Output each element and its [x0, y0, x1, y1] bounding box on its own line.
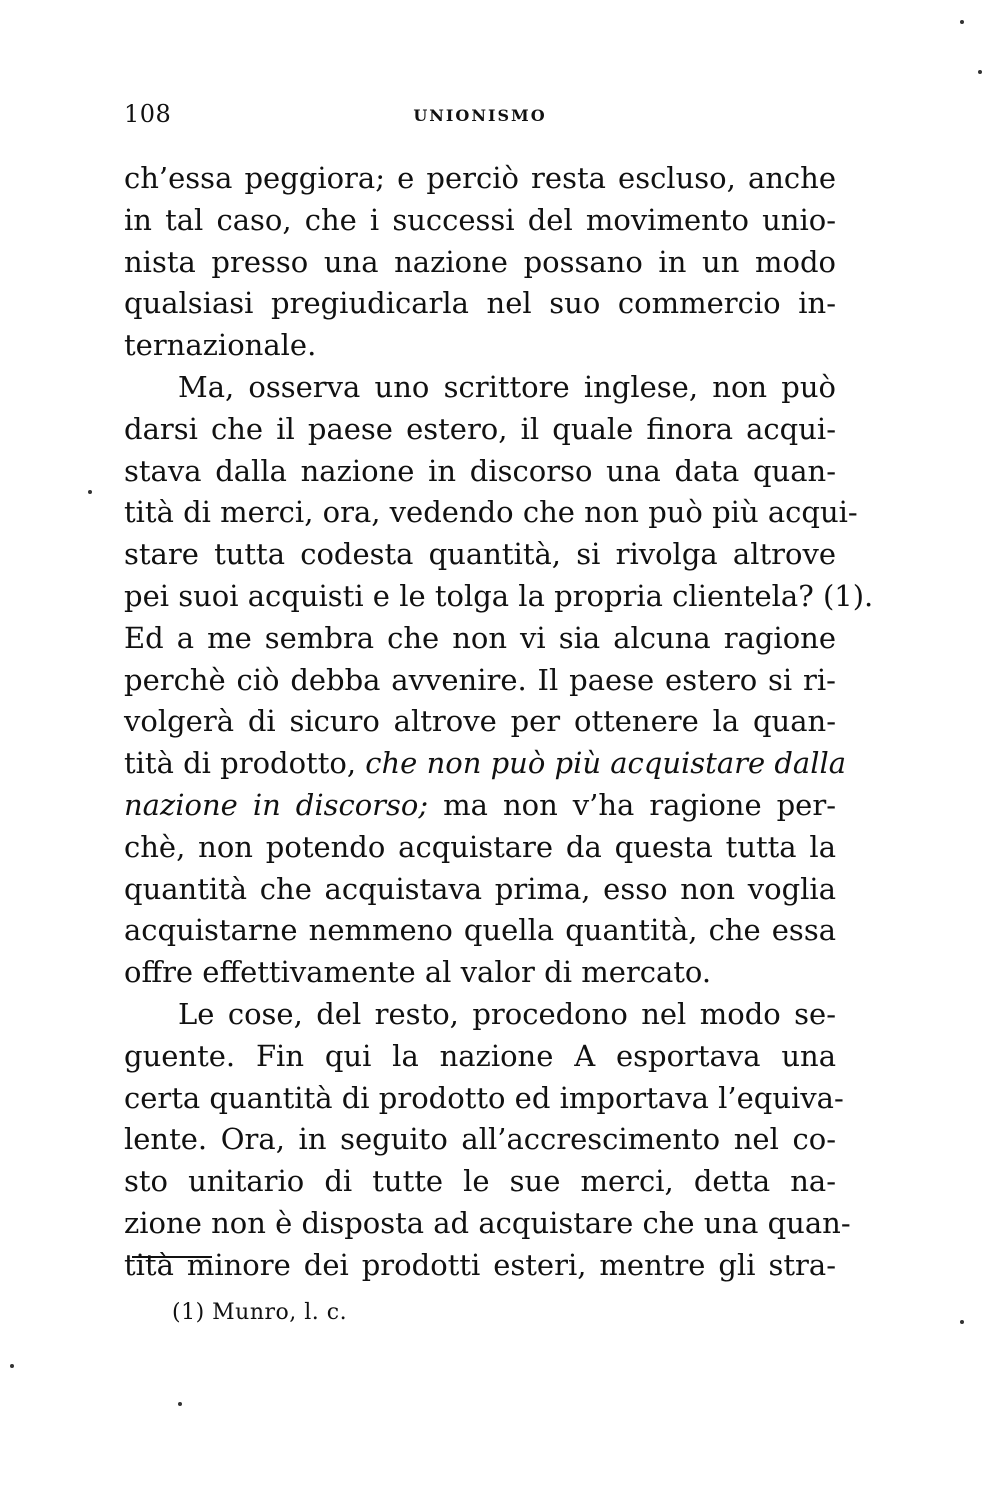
scan-speck — [88, 490, 92, 494]
scan-speck — [960, 1320, 964, 1324]
text-segment: ma non v’ha ragione per- — [443, 787, 837, 822]
text-line: tità minore dei prodotti esteri, mentre gli stra- — [124, 1247, 836, 1282]
scan-speck — [10, 1364, 14, 1368]
text-line-mixed — [124, 785, 836, 827]
text-line: perchè ciò debba avvenire. Il paese estero si ri- — [124, 662, 836, 697]
text-line: guente. Fin qui la nazione A esportava una — [124, 1038, 836, 1073]
italic-text-segment: nazione in discorso; — [124, 787, 429, 822]
scan-speck — [178, 1402, 182, 1406]
text-line: stare tutta codesta quantità, si rivolga altrove — [124, 537, 836, 572]
text-line: chè, non potendo acquistare da questa tutta la — [124, 829, 836, 864]
text-line: darsi che il paese estero, il quale finora acqui- — [124, 411, 836, 446]
scan-speck — [978, 70, 982, 74]
text-line: volgerà di sicuro altrove per ottenere la quan- — [124, 704, 836, 739]
text-line: in tal caso, che i successi del movimento unio- — [124, 202, 836, 237]
italic-text-segment: che non può più acquistare dalla — [365, 746, 847, 781]
text-line: zione non è disposta ad acquistare che una quan- — [124, 1205, 851, 1240]
text-line: sto unitario di tutte le sue merci, detta na- — [124, 1164, 836, 1199]
text-line: certa quantità di prodotto ed importava l’equiva- — [124, 1080, 844, 1115]
footnote: (1) Munro, l. c. — [172, 1300, 348, 1325]
text-line: Le cose, del resto, procedono nel modo se- — [178, 996, 836, 1031]
page-header — [124, 100, 836, 140]
text-line: pei suoi acquisti e le tolga la propria clientela? (1). — [124, 578, 874, 613]
body-text — [124, 158, 874, 1287]
text-line: acquistarne nemmeno quella quantità, che essa — [124, 913, 836, 948]
footnote-divider — [132, 1256, 212, 1258]
scan-speck — [960, 20, 964, 24]
text-line: stava dalla nazione in discorso una data quan- — [124, 453, 836, 488]
text-line: ch’essa peggiora; e perciò resta escluso, anche — [124, 161, 836, 195]
text-line: Ma, osserva uno scrittore inglese, non può — [178, 369, 836, 404]
text-line: offre effettivamente al valor di mercato. — [124, 955, 712, 990]
text-segment: tità di prodotto, — [124, 746, 357, 781]
text-line: ternazionale. — [124, 328, 317, 363]
text-line: qualsiasi pregiudicarla nel suo commercio in- — [124, 286, 836, 321]
text-line: nista presso una nazione possano in un modo — [124, 244, 836, 279]
running-title: UNIONISMO — [413, 106, 547, 125]
text-line: Ed a me sembra che non vi sia alcuna ragione — [124, 620, 836, 655]
text-line: quantità che acquistava prima, esso non voglia — [124, 871, 836, 906]
text-line: tità di merci, ora, vedendo che non può più acqui- — [124, 495, 858, 530]
page-number: 108 — [124, 100, 172, 128]
text-line-mixed — [124, 743, 847, 785]
text-line: lente. Ora, in seguito all’accrescimento nel co- — [124, 1122, 836, 1157]
